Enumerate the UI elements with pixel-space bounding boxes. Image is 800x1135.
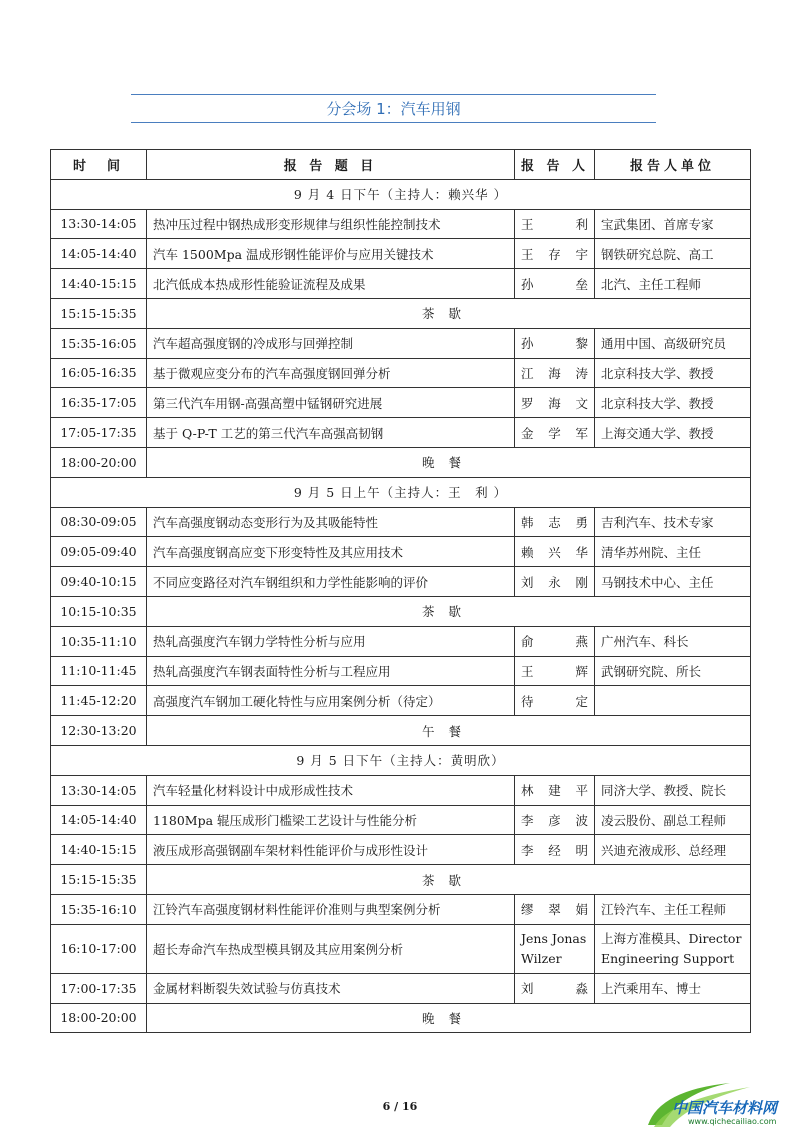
- speaker-cell: [515, 894, 595, 924]
- topic-cell: 金属材料断裂失效试验与仿真技术: [147, 973, 515, 1003]
- speaker-name: [521, 215, 588, 233]
- break-row: [51, 865, 751, 895]
- speaker-char: 海: [548, 395, 561, 411]
- talk-row: [51, 537, 751, 567]
- org-cell: 广州汽车、科长: [595, 626, 751, 656]
- speaker-char: 孙: [521, 336, 534, 352]
- speaker-char: 淼: [575, 981, 588, 997]
- break-row: [51, 1003, 751, 1033]
- speaker-cell: [515, 507, 595, 537]
- topic-cell: 高强度汽车钢加工硬化特性与应用案例分析（待定）: [147, 686, 515, 716]
- session-row: [51, 179, 751, 209]
- org-cell: 钢铁研究总院、高工: [595, 239, 751, 269]
- speaker-char: 林: [521, 783, 534, 799]
- speaker-char: 军: [575, 425, 588, 441]
- speaker-char: 燕: [575, 634, 588, 650]
- speaker-char: 宇: [575, 246, 588, 262]
- speaker-name: [521, 632, 588, 650]
- topic-cell: 汽车超高强度钢的冷成形与回弹控制: [147, 328, 515, 358]
- header-time: 时 间: [51, 150, 147, 180]
- time-cell: 14:40-15:15: [51, 269, 147, 299]
- talk-row: [51, 507, 751, 537]
- org-cell: 上海交通大学、教授: [595, 418, 751, 448]
- org-cell: 兴迪充液成形、总经理: [595, 835, 751, 865]
- org-cell: [595, 686, 751, 716]
- speaker-char: 翠: [548, 902, 561, 918]
- talk-row: [51, 239, 751, 269]
- org-cell: 同济大学、教授、院长: [595, 775, 751, 805]
- time-cell: 08:30-09:05: [51, 507, 147, 537]
- speaker-name: [521, 692, 588, 710]
- time-cell: 15:35-16:10: [51, 894, 147, 924]
- topic-cell: 北汽低成本热成形性能验证流程及成果: [147, 269, 515, 299]
- topic-cell: 热冲压过程中钢热成形变形规律与组织性能控制技术: [147, 209, 515, 239]
- topic-cell: 不同应变路径对汽车钢组织和力学性能影响的评价: [147, 567, 515, 597]
- speaker-char: 金: [521, 425, 534, 441]
- topic-cell: 汽车 1500Mpa 温成形钢性能评价与应用关键技术: [147, 239, 515, 269]
- talk-row: [51, 656, 751, 686]
- session-row: [51, 745, 751, 775]
- break-label: 茶歇: [147, 596, 751, 626]
- talk-row: [51, 686, 751, 716]
- talk-row: [51, 894, 751, 924]
- speaker-char: 待: [521, 693, 534, 709]
- speaker-char: 俞: [521, 634, 534, 650]
- title-bottom-rule: [131, 122, 656, 123]
- header-speaker: 报 告 人: [515, 150, 595, 180]
- topic-cell: 1180Mpa 辊压成形门槛梁工艺设计与性能分析: [147, 805, 515, 835]
- topic-cell: 热轧高强度汽车钢表面特性分析与工程应用: [147, 656, 515, 686]
- speaker-char: 王: [521, 246, 534, 262]
- speaker-char: 垒: [575, 276, 588, 292]
- session-row: [51, 477, 751, 507]
- org-cell: 北京科技大学、教授: [595, 388, 751, 418]
- speaker-char: 永: [548, 574, 561, 590]
- talk-row: [51, 418, 751, 448]
- time-cell: 16:35-17:05: [51, 388, 147, 418]
- talk-row: [51, 805, 751, 835]
- speaker-name: [521, 841, 588, 859]
- speaker-name: [521, 394, 588, 412]
- page-number: 6 / 16: [382, 1100, 418, 1113]
- speaker-name: [521, 424, 588, 442]
- speaker-cell: [515, 805, 595, 835]
- speaker-cell: [515, 537, 595, 567]
- break-label: 晚餐: [147, 1003, 751, 1033]
- org-cell: 宝武集团、首席专家: [595, 209, 751, 239]
- talk-row: [51, 973, 751, 1003]
- speaker-char: 黎: [575, 336, 588, 352]
- topic-cell: 第三代汽车用钢-高强高塑中锰钢研究进展: [147, 388, 515, 418]
- speaker-char: 韩: [521, 514, 534, 530]
- time-cell: 13:30-14:05: [51, 209, 147, 239]
- speaker-cell: [515, 973, 595, 1003]
- header-topic: 报 告 题 目: [147, 150, 515, 180]
- time-cell: 16:10-17:00: [51, 924, 147, 973]
- topic-cell: 基于微观应变分布的汽车高强度钢回弹分析: [147, 358, 515, 388]
- speaker-char: 孙: [521, 276, 534, 292]
- topic-cell: 江铃汽车高强度钢材料性能评价准则与典型案例分析: [147, 894, 515, 924]
- speaker-char: 利: [575, 216, 588, 232]
- talk-row: [51, 924, 751, 973]
- speaker-char: 海: [548, 365, 561, 381]
- site-logo: [640, 1075, 800, 1131]
- logo-name: 中国汽车材料网: [672, 1099, 778, 1117]
- org-cell: 马钢技术中心、主任: [595, 567, 751, 597]
- time-cell: 10:35-11:10: [51, 626, 147, 656]
- speaker-char: 赖: [521, 544, 534, 560]
- talk-row: [51, 626, 751, 656]
- speaker-cell: [515, 775, 595, 805]
- speaker-name: [521, 543, 588, 561]
- speaker-cell: [515, 418, 595, 448]
- topic-cell: 汽车轻量化材料设计中成形成性技术: [147, 775, 515, 805]
- header-row: [51, 150, 751, 180]
- break-row: [51, 716, 751, 746]
- session-title: 9 月 5 日上午（主持人：王 利 ）: [51, 477, 751, 507]
- speaker-name: [521, 662, 588, 680]
- time-cell: 09:40-10:15: [51, 567, 147, 597]
- speaker-char: 缪: [521, 902, 534, 918]
- time-cell: 15:15-15:35: [51, 298, 147, 328]
- time-cell: 15:15-15:35: [51, 865, 147, 895]
- topic-cell: 汽车高强度钢动态变形行为及其吸能特性: [147, 507, 515, 537]
- page-title: 分会场 1：汽车用钢: [326, 100, 461, 118]
- session-title: 9 月 5 日下午（主持人：黄明欣）: [51, 745, 751, 775]
- speaker-cell: [515, 209, 595, 239]
- speaker-name: [521, 979, 588, 997]
- speaker-cell: [515, 567, 595, 597]
- time-cell: 13:30-14:05: [51, 775, 147, 805]
- time-cell: 11:10-11:45: [51, 656, 147, 686]
- talk-row: [51, 775, 751, 805]
- schedule-body: [51, 179, 751, 1033]
- speaker-char: 文: [575, 395, 588, 411]
- break-label: 晚餐: [147, 447, 751, 477]
- speaker-cell: Jens Jonas Wilzer: [515, 924, 595, 973]
- speaker-char: 兴: [548, 544, 561, 560]
- time-cell: 14:05-14:40: [51, 805, 147, 835]
- topic-cell: 汽车高强度钢高应变下形变特性及其应用技术: [147, 537, 515, 567]
- speaker-name: [521, 334, 588, 352]
- speaker-char: 经: [548, 842, 561, 858]
- speaker-cell: [515, 358, 595, 388]
- org-cell: 北京科技大学、教授: [595, 358, 751, 388]
- break-label: 午餐: [147, 716, 751, 746]
- speaker-char: 刚: [575, 574, 588, 590]
- speaker-cell: [515, 656, 595, 686]
- speaker-char: 李: [521, 842, 534, 858]
- speaker-char: 刘: [521, 574, 534, 590]
- speaker-char: 定: [575, 693, 588, 709]
- topic-cell: 液压成形高强钢副车架材料性能评价与成形性设计: [147, 835, 515, 865]
- topic-cell: 热轧高强度汽车钢力学特性分析与应用: [147, 626, 515, 656]
- time-cell: 11:45-12:20: [51, 686, 147, 716]
- time-cell: 16:05-16:35: [51, 358, 147, 388]
- speaker-char: 王: [521, 663, 534, 679]
- topic-cell: 超长寿命汽车热成型模具钢及其应用案例分析: [147, 924, 515, 973]
- time-cell: 12:30-13:20: [51, 716, 147, 746]
- org-cell: 清华苏州院、主任: [595, 537, 751, 567]
- time-cell: 10:15-10:35: [51, 596, 147, 626]
- talk-row: [51, 388, 751, 418]
- talk-row: [51, 358, 751, 388]
- org-cell: 通用中国、高级研究员: [595, 328, 751, 358]
- speaker-char: 王: [521, 216, 534, 232]
- speaker-cell: [515, 835, 595, 865]
- schedule-table: [50, 149, 751, 1033]
- org-cell: 凌云股份、副总工程师: [595, 805, 751, 835]
- topic-cell: 基于 Q-P-T 工艺的第三代汽车高强高韧钢: [147, 418, 515, 448]
- speaker-cell: [515, 239, 595, 269]
- time-cell: 14:05-14:40: [51, 239, 147, 269]
- speaker-char: 平: [575, 783, 588, 799]
- speaker-char: 江: [521, 365, 534, 381]
- speaker-char: 明: [575, 842, 588, 858]
- speaker-name: [521, 573, 588, 591]
- speaker-char: 志: [548, 514, 561, 530]
- speaker-char: 波: [575, 812, 588, 828]
- break-row: [51, 298, 751, 328]
- break-label: 茶歇: [147, 865, 751, 895]
- break-label: 茶歇: [147, 298, 751, 328]
- speaker-name: [521, 275, 588, 293]
- speaker-name: [521, 364, 588, 382]
- speaker-name: [521, 811, 588, 829]
- speaker-char: 存: [548, 246, 561, 262]
- time-cell: 18:00-20:00: [51, 447, 147, 477]
- speaker-char: 学: [548, 425, 561, 441]
- org-cell: 武钢研究院、所长: [595, 656, 751, 686]
- speaker-char: 刘: [521, 981, 534, 997]
- speaker-cell: [515, 626, 595, 656]
- speaker-char: 娟: [575, 902, 588, 918]
- time-cell: 18:00-20:00: [51, 1003, 147, 1033]
- time-cell: 15:35-16:05: [51, 328, 147, 358]
- speaker-name: [521, 245, 588, 263]
- speaker-char: 辉: [575, 663, 588, 679]
- org-cell: 吉利汽车、技术专家: [595, 507, 751, 537]
- speaker-name: [521, 900, 588, 918]
- speaker-char: 勇: [575, 514, 588, 530]
- speaker-char: 李: [521, 812, 534, 828]
- speaker-char: 华: [575, 544, 588, 560]
- speaker-char: 建: [548, 783, 561, 799]
- org-cell: 上汽乘用车、博士: [595, 973, 751, 1003]
- org-cell: 上海方准模具、Director Engineering Support: [595, 924, 751, 973]
- talk-row: [51, 567, 751, 597]
- speaker-cell: [515, 388, 595, 418]
- speaker-char: 彦: [548, 812, 561, 828]
- speaker-char: 涛: [575, 365, 588, 381]
- talk-row: [51, 269, 751, 299]
- break-row: [51, 447, 751, 477]
- talk-row: [51, 835, 751, 865]
- org-cell: 江铃汽车、主任工程师: [595, 894, 751, 924]
- speaker-cell: [515, 269, 595, 299]
- org-cell: 北汽、主任工程师: [595, 269, 751, 299]
- talk-row: [51, 328, 751, 358]
- speaker-cell: [515, 686, 595, 716]
- speaker-char: 罗: [521, 395, 534, 411]
- speaker-name: [521, 513, 588, 531]
- session-title: 9 月 4 日下午（主持人：赖兴华 ）: [51, 179, 751, 209]
- speaker-cell: [515, 328, 595, 358]
- header-org: 报告人单位: [595, 150, 751, 180]
- talk-row: [51, 209, 751, 239]
- time-cell: 17:05-17:35: [51, 418, 147, 448]
- time-cell: 17:00-17:35: [51, 973, 147, 1003]
- speaker-name: [521, 781, 588, 799]
- title-top-rule: [131, 94, 656, 95]
- time-cell: 14:40-15:15: [51, 835, 147, 865]
- time-cell: 09:05-09:40: [51, 537, 147, 567]
- logo-url: www.qichecailiao.com: [688, 1117, 777, 1126]
- break-row: [51, 596, 751, 626]
